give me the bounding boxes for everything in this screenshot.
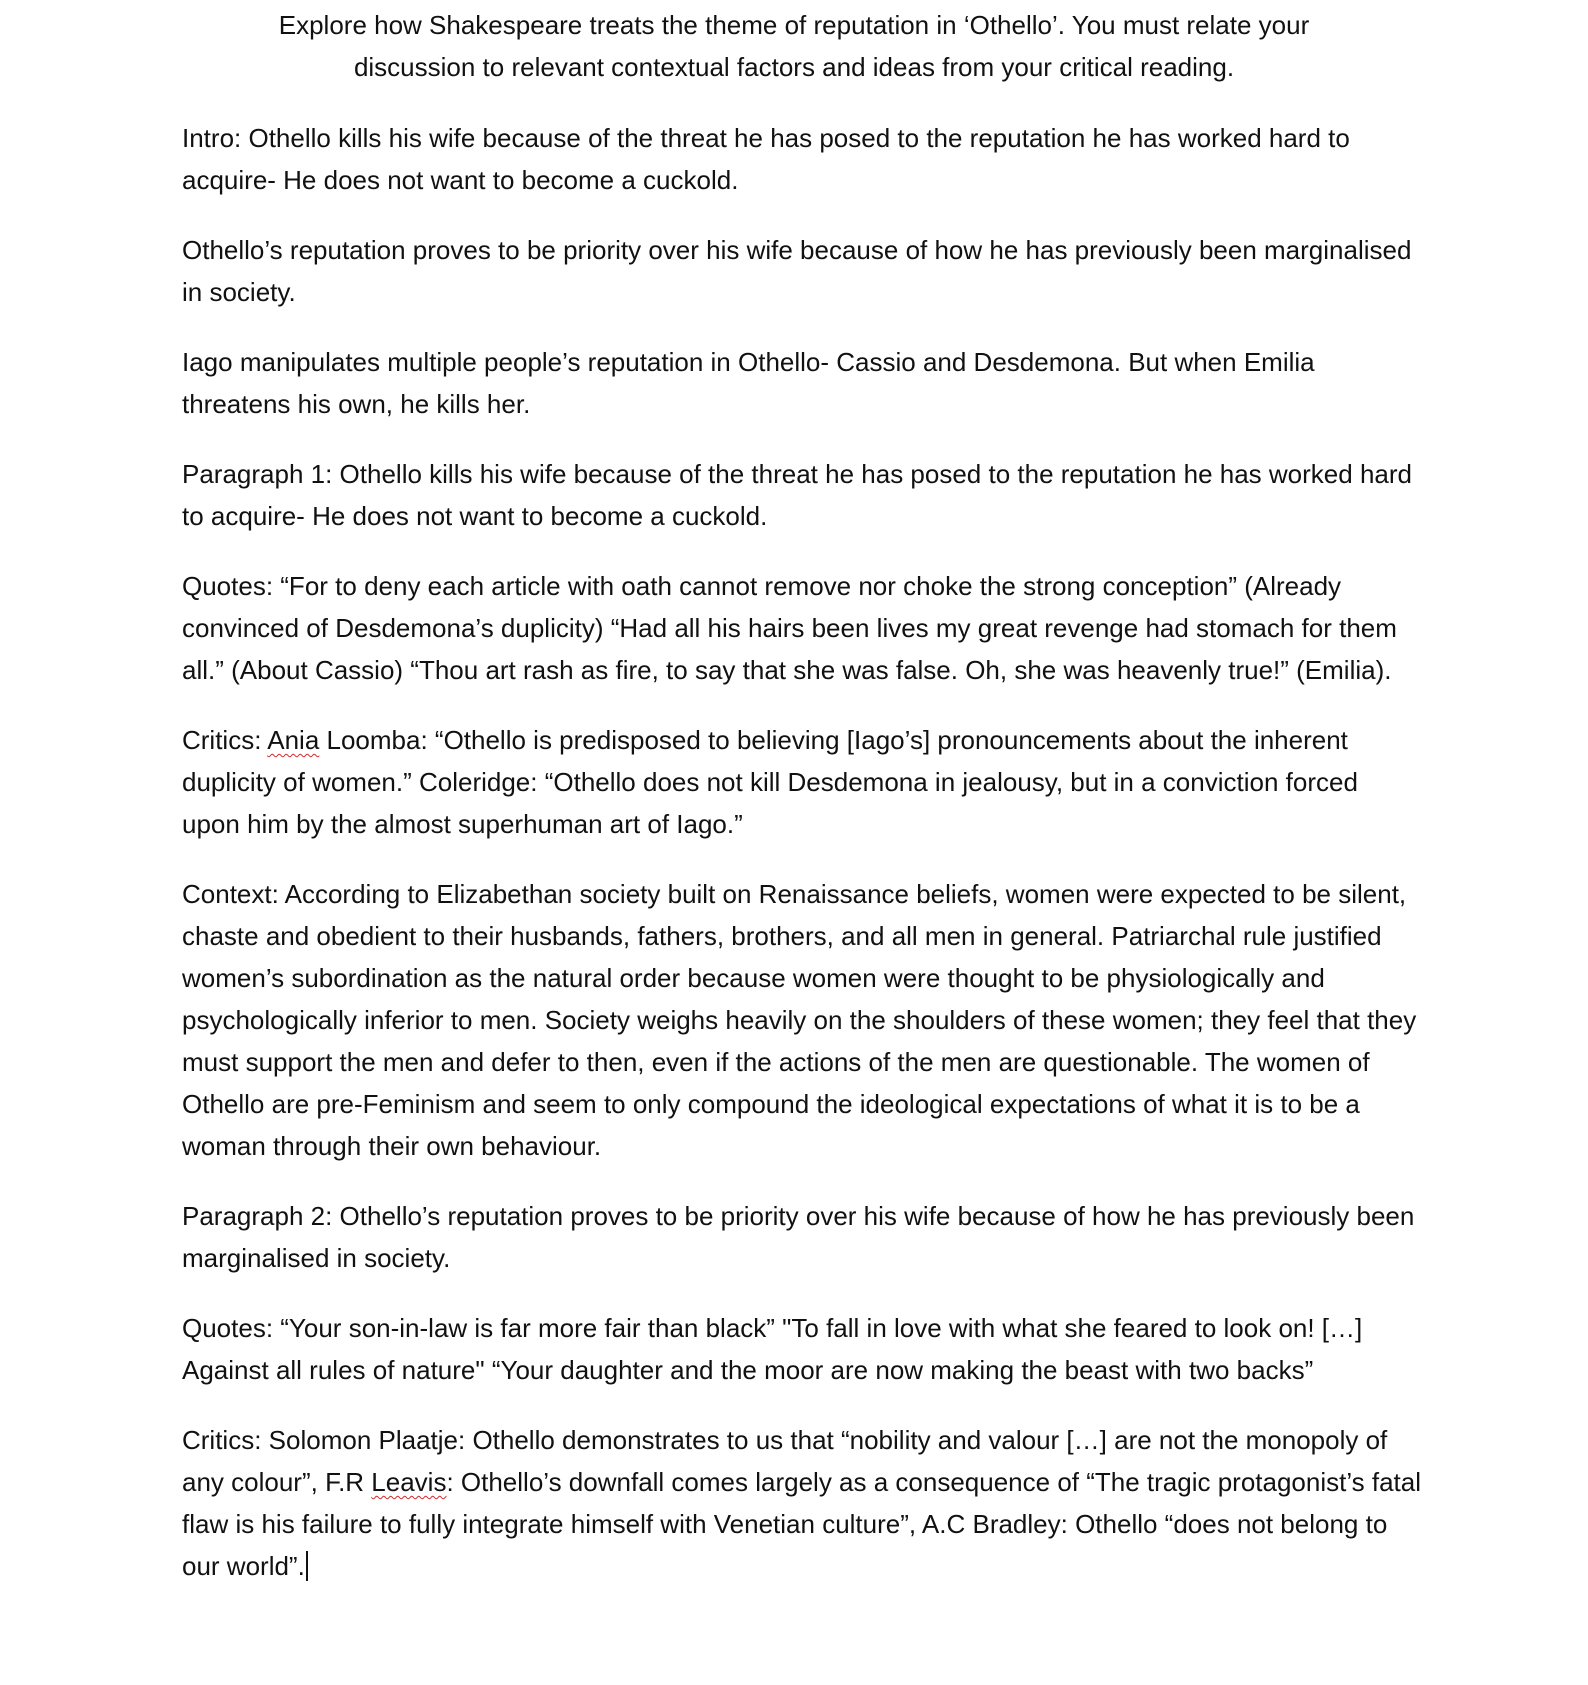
paragraph-1-critics — [182, 719, 1422, 845]
critics-text: Loomba: “Othello is predisposed to believing [Iago’s] pronouncements about the inherent duplicity of women.” Coleridge: “Othello does not kill Desdemona in jealousy, but in a conviction forced upon him by the almost superhuman art of Iago.” — [182, 725, 1358, 839]
critics-text-start: Critics: Solomon Plaatje: Othello demonstrates to us that “nobility and valour […] are not the monopoly of any colour”, F.R — [182, 1425, 1388, 1497]
intro-paragraph: Intro: Othello kills his wife because of the threat he has posed to the reputation he has worked hard to acquire- He does not want to become a cuckold. — [182, 123, 1350, 195]
essay-question — [170, 4, 1418, 88]
spellcheck-flagged-word[interactable]: Ania — [267, 725, 320, 755]
essay-question-line-1: Explore how Shakespeare treats the theme of reputation in ‘Othello’. You must relate your — [278, 10, 1310, 40]
paragraph-1-heading: Paragraph 1: Othello kills his wife because of the threat he has posed to the reputation he has worked hard to acquire- He does not want to become a cuckold. — [182, 459, 1412, 531]
critics-text-end: : Othello’s downfall comes largely as a consequence of “The tragic protagonist’s fatal flaw is his failure to fully integrate himself with Venetian culture”, A.C Bradley: Othello “does not belong to our world”. — [182, 1467, 1422, 1581]
document-body[interactable] — [182, 117, 1422, 1615]
paragraph-2-critics — [182, 1419, 1422, 1587]
paragraph-2-heading: Paragraph 2: Othello’s reputation proves to be priority over his wife because of how he has previously been marginalised in society. — [182, 1201, 1415, 1273]
critics-label: Critics: — [182, 725, 268, 755]
paragraph-1-context: Context: According to Elizabethan society built on Renaissance beliefs, women were expected to be silent, chaste and obedient to their husbands, fathers, brothers, and all men in general. Patriarchal rule justified women’s subordination as the natural order because women were thought to be physiologically and psychologically inferior to men. Society weighs heavily on the shoulders of these women; they feel that they must support the men and defer to then, even if the actions of the men are questionable. The women of Othello are pre-Feminism and seem to only compound the ideological expectations of what it is to be a woman through their own behaviour. — [182, 879, 1417, 1161]
intro-point-3: Iago manipulates multiple people’s reputation in Othello- Cassio and Desdemona. But when Emilia threatens his own, he kills her. — [182, 347, 1315, 419]
intro-point-2: Othello’s reputation proves to be priority over his wife because of how he has previously been marginalised in society. — [182, 235, 1412, 307]
paragraph-1-quotes: Quotes: “For to deny each article with oath cannot remove nor choke the strong conception” (Already convinced of Desdemona’s duplicity) “Had all his hairs been lives my great revenge had stomach for them all.” (About Cassio) “Thou art rash as fire, to say that she was false. Oh, she was heavenly true!” (Emilia). — [182, 571, 1397, 685]
spellcheck-flagged-word[interactable]: Leavis — [371, 1467, 447, 1497]
paragraph-2-quotes: Quotes: “Your son-in-law is far more fair than black” "To fall in love with what she feared to look on! […] Against all rules of nature" “Your daughter and the moor are now making the beast with two backs” — [182, 1313, 1363, 1385]
essay-question-line-2: discussion to relevant contextual factors and ideas from your critical reading. — [353, 52, 1235, 82]
text-cursor — [306, 1551, 308, 1581]
